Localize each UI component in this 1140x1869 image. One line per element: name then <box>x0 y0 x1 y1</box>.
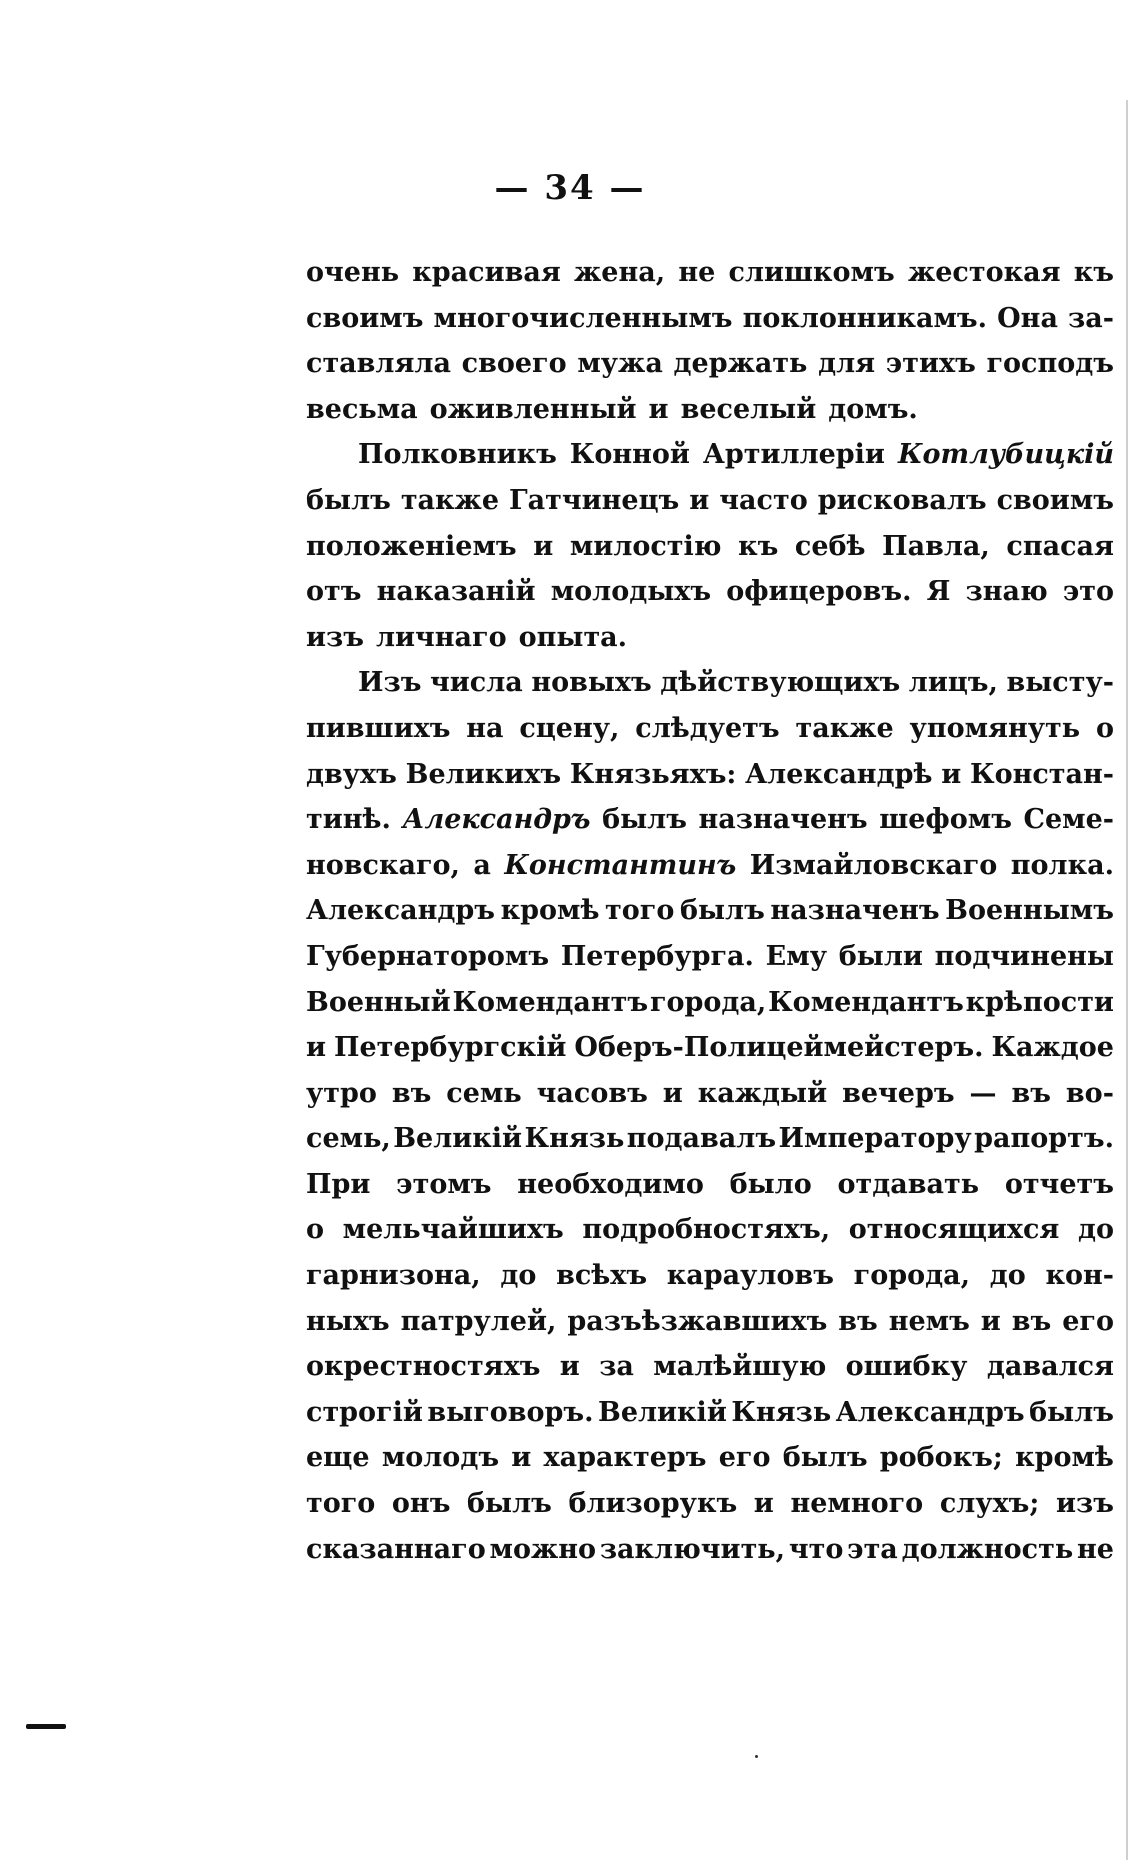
word: должность <box>901 1533 1074 1565</box>
word: Котлубицкій <box>897 439 1114 471</box>
word: былъ <box>1029 1396 1114 1428</box>
word: ставляла <box>306 348 451 380</box>
word: также <box>400 484 499 516</box>
word: города, <box>649 986 767 1018</box>
word: Комендантъ <box>452 986 649 1018</box>
text-line <box>306 341 1114 387</box>
text-line <box>306 1435 1114 1481</box>
word: Артиллеріи <box>702 439 885 471</box>
text-line <box>306 1025 1114 1071</box>
word: строгій <box>306 1396 423 1428</box>
word: — <box>969 1077 997 1109</box>
word: вечеръ <box>842 1077 955 1109</box>
word: заключить, <box>599 1533 786 1565</box>
word: каждый <box>697 1077 828 1109</box>
word: въ <box>391 1077 432 1109</box>
text-line <box>306 432 1114 478</box>
word: робокъ; <box>879 1442 1003 1474</box>
word: рапортъ. <box>974 1123 1114 1155</box>
word: немъ <box>888 1305 970 1337</box>
word: Александръ <box>306 895 495 927</box>
word: въ <box>1011 1077 1051 1109</box>
word: къ <box>738 530 779 562</box>
word: это <box>1062 576 1114 608</box>
word: Комендантъ <box>768 986 964 1018</box>
text-line <box>306 797 1114 843</box>
word: семь <box>446 1077 522 1109</box>
page-number: — 34 — <box>494 168 646 208</box>
text-line <box>306 569 1114 615</box>
word: наказаній <box>376 576 536 608</box>
word: Военный <box>306 986 451 1018</box>
word: во- <box>1065 1077 1114 1109</box>
word: и <box>511 1442 532 1474</box>
word: и <box>980 1305 1001 1337</box>
word: и <box>941 758 962 790</box>
word: Изъ <box>358 667 422 699</box>
word: сцену, <box>519 712 620 744</box>
speck <box>755 1755 758 1758</box>
word: того <box>306 1488 376 1520</box>
word: часто <box>719 484 808 516</box>
text-line <box>306 1390 1114 1436</box>
scan-edge-line <box>1126 100 1128 1860</box>
text-line <box>306 1162 1114 1208</box>
word: назначенъ <box>770 895 940 927</box>
word: Александрѣ <box>745 758 933 790</box>
word: немного <box>790 1488 924 1520</box>
word: Петербургскій <box>333 1032 567 1064</box>
word: и <box>753 1488 774 1520</box>
word: и <box>648 393 669 425</box>
word: подчинены <box>934 940 1114 972</box>
word: Конной <box>569 439 690 471</box>
word: за <box>599 1351 634 1383</box>
body-text <box>306 250 1114 1572</box>
word: себѣ <box>794 530 866 562</box>
word: числа <box>430 667 523 699</box>
text-line <box>306 615 1114 661</box>
word: положеніемъ <box>306 530 517 562</box>
word: сказаннаго <box>306 1533 486 1565</box>
word: крѣпости <box>965 986 1114 1018</box>
word: отдавать <box>837 1168 980 1200</box>
word: Ему <box>765 940 827 972</box>
word: о <box>1095 712 1114 744</box>
word: къ <box>1073 257 1114 288</box>
word: до <box>989 1260 1026 1292</box>
word: многочисленнымъ <box>433 302 733 334</box>
word: При <box>306 1168 371 1200</box>
word: своимъ <box>996 484 1114 516</box>
word: домъ. <box>828 393 918 425</box>
word: Великій <box>393 1123 523 1155</box>
word: пившихъ <box>306 712 451 744</box>
word: малѣйшую <box>653 1351 827 1383</box>
word: спасая <box>1006 530 1114 562</box>
word: было <box>729 1168 812 1200</box>
word: этихъ <box>885 348 976 380</box>
word: онъ <box>391 1488 451 1520</box>
word: держать <box>673 348 808 380</box>
text-line <box>306 250 1114 296</box>
word: Военнымъ <box>945 895 1114 927</box>
word: изъ <box>1055 1488 1114 1520</box>
word: его <box>718 1442 771 1474</box>
text-line <box>306 752 1114 798</box>
word: Императору <box>778 1123 972 1155</box>
text-line <box>306 706 1114 752</box>
word: не <box>1076 1533 1114 1565</box>
word: можно <box>489 1533 597 1565</box>
word: Губернаторомъ <box>306 940 550 972</box>
word: давался <box>986 1351 1114 1383</box>
word: жена, <box>574 257 666 288</box>
word: Александръ <box>402 804 591 836</box>
word: господъ <box>986 348 1114 380</box>
word: весьма <box>306 393 418 425</box>
word: знаю <box>965 576 1048 608</box>
word: новыхъ <box>531 667 652 699</box>
word: опыта. <box>518 621 628 653</box>
word: за- <box>1068 302 1114 334</box>
word: шефомъ <box>879 804 1012 836</box>
text-line <box>306 843 1114 889</box>
word: кромѣ <box>500 895 600 927</box>
word: выговоръ. <box>427 1396 594 1428</box>
word: отчетъ <box>1004 1168 1114 1200</box>
text-line <box>306 387 1114 433</box>
word: ныхъ <box>306 1305 390 1337</box>
word: Она <box>997 302 1058 334</box>
word: своего <box>461 348 567 380</box>
word: Семе- <box>1023 804 1114 836</box>
word: для <box>818 348 876 380</box>
word: кон- <box>1045 1260 1114 1292</box>
word: близорукъ <box>568 1488 738 1520</box>
word: въ <box>838 1305 878 1337</box>
text-line <box>306 1299 1114 1345</box>
text-line <box>306 980 1114 1026</box>
text-line <box>306 1207 1114 1253</box>
word: на <box>466 712 504 744</box>
word: мужа <box>577 348 663 380</box>
word: Полковникъ <box>358 439 557 471</box>
text-line <box>306 1481 1114 1527</box>
word: его <box>1062 1305 1114 1337</box>
word: утро <box>306 1077 377 1109</box>
word: былъ <box>306 484 391 516</box>
word: лицъ, <box>908 667 998 699</box>
word: еще <box>306 1442 370 1474</box>
word: Констан- <box>970 758 1114 790</box>
word: слѣдуетъ <box>635 712 780 744</box>
word: карауловъ <box>666 1260 834 1292</box>
word: не <box>678 257 716 288</box>
text-line <box>306 478 1114 524</box>
text-line <box>306 660 1114 706</box>
word: полка. <box>1010 849 1114 881</box>
word: Князь <box>731 1396 832 1428</box>
text-line <box>306 934 1114 980</box>
text-line <box>306 1527 1114 1573</box>
text-line <box>306 1253 1114 1299</box>
word: гарнизона, <box>306 1260 481 1292</box>
word: рисковалъ <box>817 484 987 516</box>
word: Измайловскаго <box>749 849 998 881</box>
word: Александръ <box>835 1396 1025 1428</box>
word: до <box>500 1260 537 1292</box>
word: подавалъ <box>626 1123 777 1155</box>
word: веселый <box>680 393 817 425</box>
word: и <box>559 1351 580 1383</box>
word: красивая <box>412 257 561 288</box>
word: относящихся <box>848 1214 1060 1246</box>
word: былъ <box>467 1488 552 1520</box>
word: двухъ <box>306 758 397 790</box>
word: былъ <box>602 804 687 836</box>
word: что <box>788 1533 844 1565</box>
word: молодыхъ <box>550 576 712 608</box>
text-line <box>306 296 1114 342</box>
word: былъ <box>782 1442 868 1474</box>
word: Я <box>926 576 951 608</box>
word: и <box>689 484 710 516</box>
word: Великій <box>598 1396 727 1428</box>
word: Петербурга. <box>560 940 754 972</box>
word: высту- <box>1006 667 1114 699</box>
word: патрулей, <box>400 1305 557 1337</box>
word: офицеровъ. <box>726 576 912 608</box>
text-line <box>306 1116 1114 1162</box>
word: о <box>306 1214 325 1246</box>
word: до <box>1077 1214 1114 1246</box>
word: также <box>795 712 894 744</box>
word: Оберъ-Полицеймейстеръ. <box>574 1032 984 1064</box>
word: слишкомъ <box>728 257 895 288</box>
word: и <box>533 530 554 562</box>
text-line <box>306 1344 1114 1390</box>
word: эта <box>847 1533 898 1565</box>
word: и <box>662 1077 683 1109</box>
word: назначенъ <box>698 804 868 836</box>
margin-mark <box>26 1724 66 1729</box>
word: слухъ; <box>939 1488 1040 1520</box>
text-line <box>306 1071 1114 1117</box>
word: Князьяхъ: <box>569 758 737 790</box>
word: своимъ <box>306 302 424 334</box>
text-line <box>306 524 1114 570</box>
word: отъ <box>306 576 362 608</box>
word: Константинъ <box>504 849 737 881</box>
word: мельчайшихъ <box>342 1214 564 1246</box>
word: оживленный <box>429 393 637 425</box>
word: кромѣ <box>1015 1442 1114 1474</box>
word: подробностяхъ, <box>582 1214 831 1246</box>
word: часовъ <box>536 1077 648 1109</box>
word: поклонникамъ. <box>742 302 988 334</box>
word: Великихъ <box>405 758 562 790</box>
word: милостію <box>569 530 722 562</box>
word: Каждое <box>991 1032 1114 1064</box>
word: характеръ <box>543 1442 707 1474</box>
word: въ <box>1011 1305 1052 1337</box>
word: города, <box>853 1260 971 1292</box>
word: этомъ <box>396 1168 492 1200</box>
word: личнаго <box>375 621 507 653</box>
word: очень <box>306 257 400 288</box>
word: ошибку <box>845 1351 968 1383</box>
word: были <box>838 940 923 972</box>
word: молодъ <box>381 1442 500 1474</box>
word: Павла, <box>882 530 990 562</box>
text-line <box>306 888 1114 934</box>
word: упомянуть <box>909 712 1081 744</box>
word: всѣхъ <box>556 1260 648 1292</box>
word: тинѣ. <box>306 804 391 836</box>
word: Князь <box>524 1123 625 1155</box>
word: Гатчинецъ <box>509 484 680 516</box>
word: разъѣзжавшихъ <box>567 1305 828 1337</box>
word: дѣйствующихъ <box>660 667 901 699</box>
word: семь, <box>306 1123 391 1155</box>
word: а <box>473 849 491 881</box>
word: изъ <box>306 621 364 653</box>
word: необходимо <box>517 1168 704 1200</box>
word: окрестностяхъ <box>306 1351 541 1383</box>
word: новскаго, <box>306 849 460 881</box>
word: былъ <box>679 895 765 927</box>
word: и <box>306 1032 327 1064</box>
word: жестокая <box>907 257 1061 288</box>
word: того <box>605 895 675 927</box>
